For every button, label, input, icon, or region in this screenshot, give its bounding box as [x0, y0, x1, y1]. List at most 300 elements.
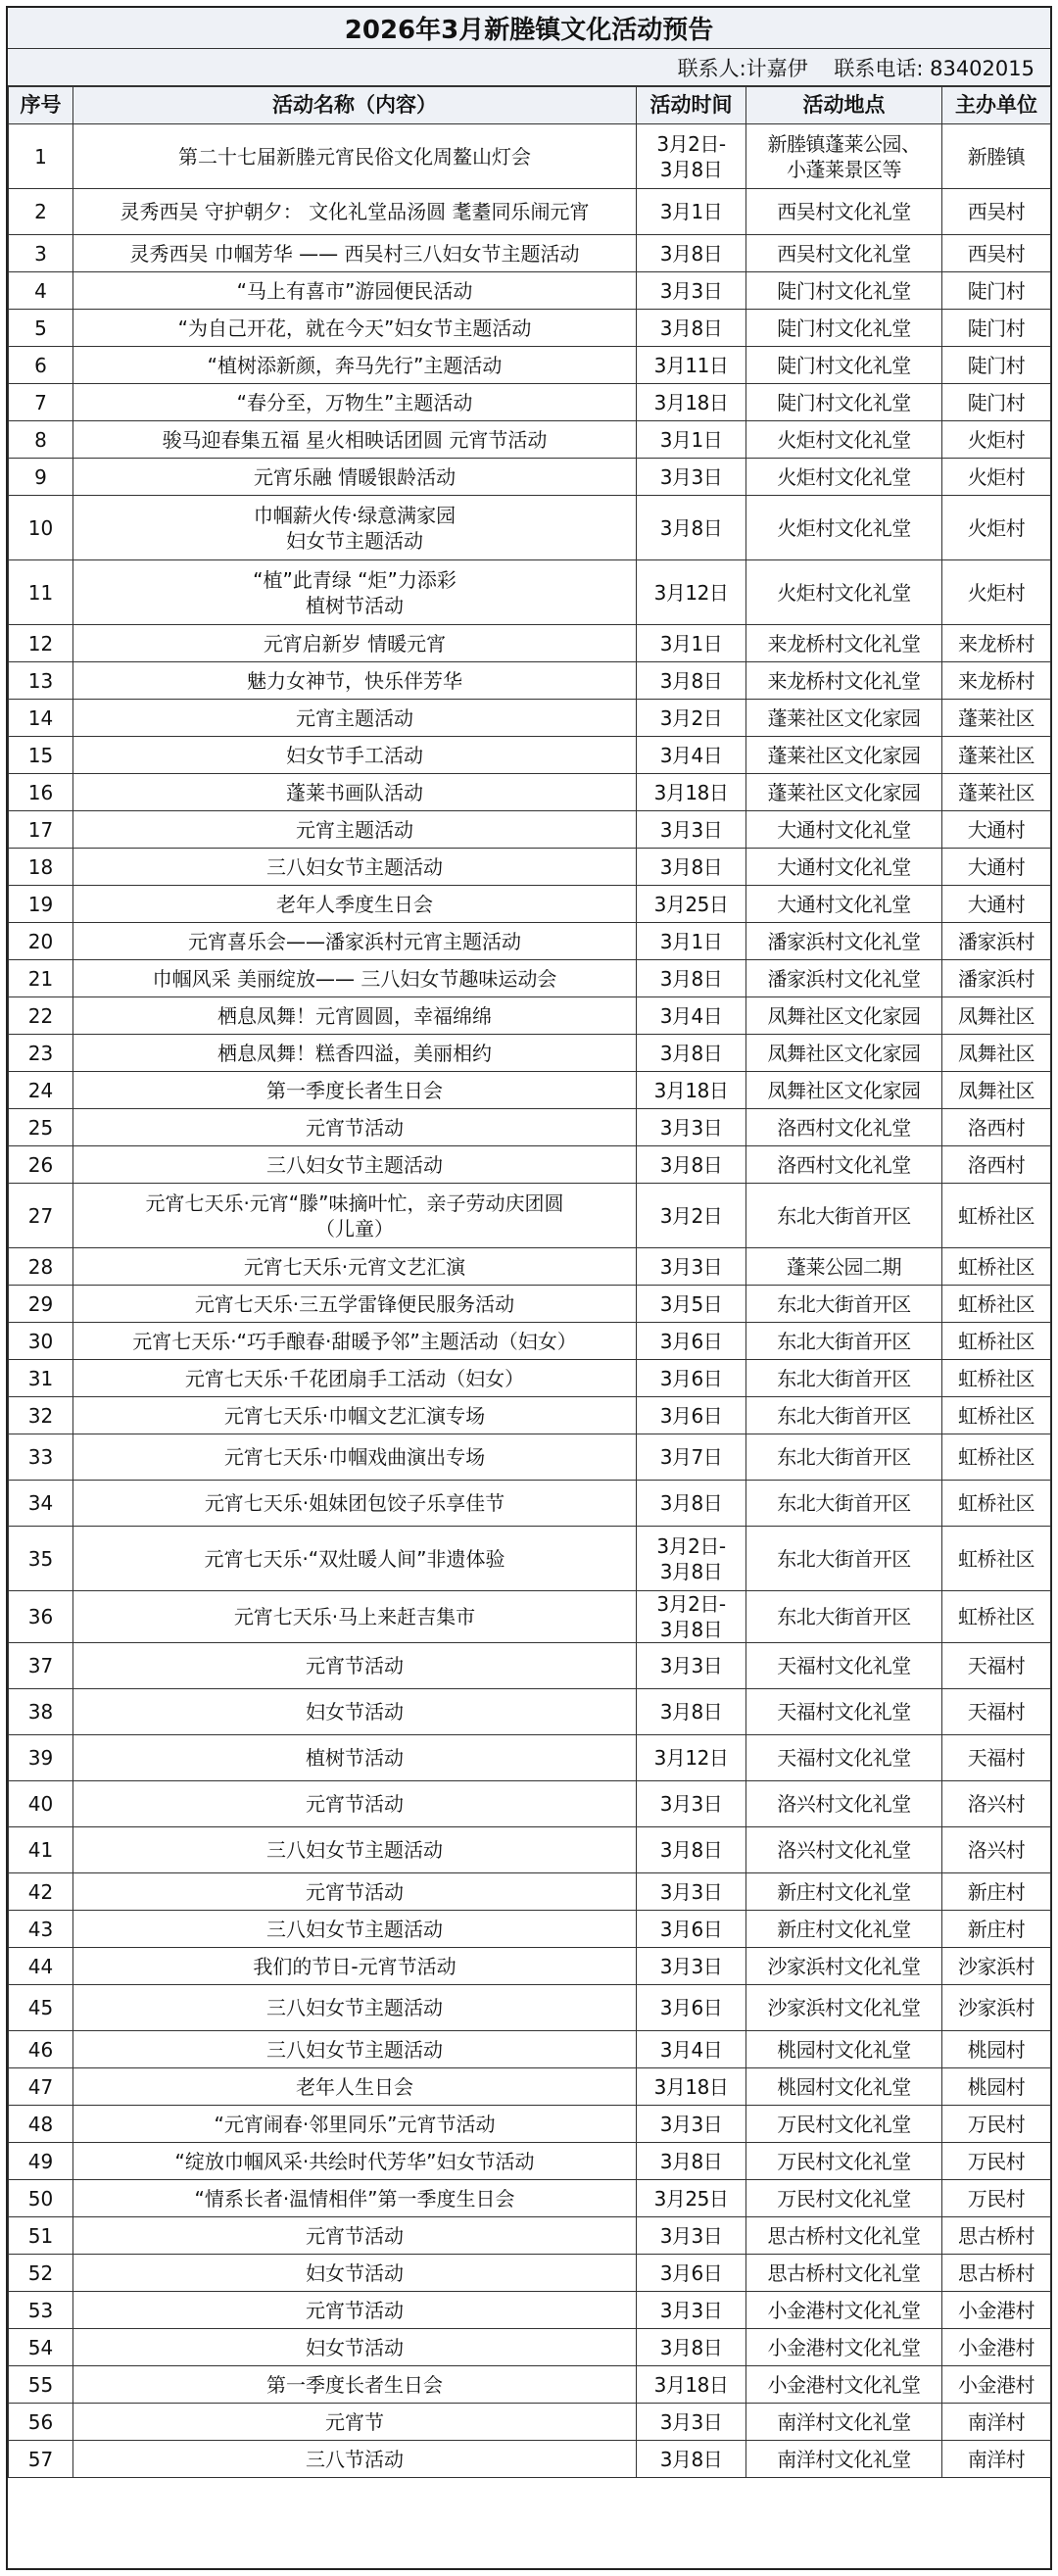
cell-activity-time: 3月6日 — [637, 1985, 746, 2031]
cell-index: 47 — [9, 2068, 73, 2106]
cell-activity-name: 第一季度长者生日会 — [73, 1072, 637, 1109]
table-row — [9, 1434, 1051, 1481]
cell-organizer: 洛兴村 — [942, 1781, 1051, 1827]
cell-activity-time: 3月4日 — [637, 997, 746, 1035]
table-row — [9, 1109, 1051, 1146]
cell-activity-time: 3月3日 — [637, 1781, 746, 1827]
cell-activity-name: 三八节活动 — [73, 2441, 637, 2478]
cell-organizer: 万民村 — [942, 2143, 1051, 2180]
cell-index: 39 — [9, 1735, 73, 1781]
cell-activity-location: 陡门村文化礼堂 — [746, 384, 942, 421]
cell-index: 36 — [9, 1591, 73, 1643]
cell-organizer: 天福村 — [942, 1689, 1051, 1735]
table-row — [9, 124, 1051, 189]
cell-activity-time: 3月3日 — [637, 2404, 746, 2441]
cell-activity-name: 元宵喜乐会——潘家浜村元宵主题活动 — [73, 923, 637, 960]
table-row — [9, 2143, 1051, 2180]
cell-activity-time: 3月3日 — [637, 2217, 746, 2255]
cell-activity-name: 元宵七天乐·元宵文艺汇演 — [73, 1248, 637, 1286]
cell-index: 56 — [9, 2404, 73, 2441]
cell-activity-name: 老年人季度生日会 — [73, 886, 637, 923]
cell-activity-location: 火炬村文化礼堂 — [746, 421, 942, 459]
cell-index: 45 — [9, 1985, 73, 2031]
cell-activity-name: 元宵乐融 情暖银龄活动 — [73, 459, 637, 496]
table-row — [9, 2292, 1051, 2329]
header-activity-location: 活动地点 — [746, 87, 942, 124]
cell-activity-time: 3月7日 — [637, 1434, 746, 1481]
cell-activity-location: 凤舞社区文化家园 — [746, 1035, 942, 1072]
cell-activity-name: 妇女节活动 — [73, 1689, 637, 1735]
table-body — [9, 124, 1051, 2478]
cell-activity-name: 元宵节活动 — [73, 2292, 637, 2329]
cell-activity-name: 元宵节 — [73, 2404, 637, 2441]
cell-activity-location: 洛兴村文化礼堂 — [746, 1827, 942, 1873]
table-row — [9, 811, 1051, 849]
cell-activity-time: 3月3日 — [637, 272, 746, 310]
cell-activity-name: 元宵节活动 — [73, 1781, 637, 1827]
table-row — [9, 960, 1051, 997]
table-header-row — [9, 87, 1051, 124]
cell-activity-location: 桃园村文化礼堂 — [746, 2068, 942, 2106]
cell-index: 49 — [9, 2143, 73, 2180]
cell-index: 30 — [9, 1323, 73, 1360]
cell-index: 41 — [9, 1827, 73, 1873]
cell-activity-time: 3月6日 — [637, 1323, 746, 1360]
cell-activity-name: 元宵七天乐·巾帼戏曲演出专场 — [73, 1434, 637, 1481]
cell-activity-name: “植树添新颜，奔马先行”主题活动 — [73, 347, 637, 384]
cell-organizer: 天福村 — [942, 1735, 1051, 1781]
cell-index: 2 — [9, 189, 73, 235]
cell-index: 10 — [9, 496, 73, 560]
cell-activity-location: 东北大街首开区 — [746, 1286, 942, 1323]
cell-organizer: 来龙桥村 — [942, 625, 1051, 662]
cell-index: 43 — [9, 1911, 73, 1948]
cell-activity-location: 蓬莱社区文化家园 — [746, 737, 942, 774]
cell-organizer: 万民村 — [942, 2106, 1051, 2143]
cell-activity-location: 来龙桥村文化礼堂 — [746, 625, 942, 662]
cell-index: 24 — [9, 1072, 73, 1109]
cell-activity-location: 新庄村文化礼堂 — [746, 1873, 942, 1911]
cell-activity-name: 三八妇女节主题活动 — [73, 2031, 637, 2068]
cell-index: 15 — [9, 737, 73, 774]
cell-activity-time: 3月18日 — [637, 384, 746, 421]
table-row — [9, 2217, 1051, 2255]
cell-activity-location: 小金港村文化礼堂 — [746, 2292, 942, 2329]
table-row — [9, 1248, 1051, 1286]
cell-activity-location: 西吴村文化礼堂 — [746, 235, 942, 272]
cell-activity-name: 巾帼薪火传·绿意满家园 妇女节主题活动 — [73, 496, 637, 560]
cell-index: 28 — [9, 1248, 73, 1286]
cell-activity-location: 大通村文化礼堂 — [746, 886, 942, 923]
activity-schedule-document — [6, 6, 1052, 2570]
cell-activity-time: 3月3日 — [637, 1948, 746, 1985]
table-row — [9, 2031, 1051, 2068]
cell-activity-name: 元宵主题活动 — [73, 700, 637, 737]
cell-activity-time: 3月2日 — [637, 700, 746, 737]
table-row — [9, 2441, 1051, 2478]
cell-activity-location: 西吴村文化礼堂 — [746, 189, 942, 235]
cell-activity-time: 3月3日 — [637, 1643, 746, 1689]
table-row — [9, 1323, 1051, 1360]
contact-info: 联系人:计嘉伊 联系电话: 83402015 — [8, 49, 1050, 86]
cell-organizer: 虹桥社区 — [942, 1248, 1051, 1286]
cell-activity-location: 南洋村文化礼堂 — [746, 2404, 942, 2441]
cell-index: 21 — [9, 960, 73, 997]
cell-activity-name: 妇女节活动 — [73, 2255, 637, 2292]
cell-activity-location: 新塍镇蓬莱公园、 小蓬莱景区等 — [746, 124, 942, 189]
cell-organizer: 虹桥社区 — [942, 1397, 1051, 1434]
cell-organizer: 潘家浜村 — [942, 960, 1051, 997]
cell-index: 50 — [9, 2180, 73, 2217]
cell-activity-location: 小金港村文化礼堂 — [746, 2329, 942, 2366]
cell-activity-time: 3月3日 — [637, 2292, 746, 2329]
cell-activity-name: 元宵节活动 — [73, 2217, 637, 2255]
cell-activity-name: 元宵节活动 — [73, 1643, 637, 1689]
cell-organizer: 大通村 — [942, 811, 1051, 849]
cell-activity-location: 火炬村文化礼堂 — [746, 459, 942, 496]
cell-activity-name: 元宵主题活动 — [73, 811, 637, 849]
cell-organizer: 洛西村 — [942, 1146, 1051, 1184]
cell-activity-time: 3月8日 — [637, 2143, 746, 2180]
cell-activity-time: 3月12日 — [637, 1735, 746, 1781]
cell-activity-time: 3月3日 — [637, 459, 746, 496]
cell-activity-time: 3月8日 — [637, 1689, 746, 1735]
cell-index: 16 — [9, 774, 73, 811]
cell-activity-location: 桃园村文化礼堂 — [746, 2031, 942, 2068]
table-row — [9, 997, 1051, 1035]
cell-activity-location: 东北大街首开区 — [746, 1434, 942, 1481]
cell-organizer: 小金港村 — [942, 2329, 1051, 2366]
cell-activity-time: 3月8日 — [637, 2441, 746, 2478]
cell-activity-time: 3月6日 — [637, 1360, 746, 1397]
header-activity-time: 活动时间 — [637, 87, 746, 124]
cell-activity-time: 3月8日 — [637, 310, 746, 347]
cell-activity-location: 天福村文化礼堂 — [746, 1643, 942, 1689]
table-row — [9, 1873, 1051, 1911]
cell-activity-time: 3月8日 — [637, 2329, 746, 2366]
cell-activity-location: 陡门村文化礼堂 — [746, 310, 942, 347]
cell-organizer: 小金港村 — [942, 2292, 1051, 2329]
cell-activity-location: 东北大街首开区 — [746, 1591, 942, 1643]
cell-activity-time: 3月8日 — [637, 1827, 746, 1873]
cell-organizer: 新庄村 — [942, 1873, 1051, 1911]
cell-organizer: 思古桥村 — [942, 2217, 1051, 2255]
cell-index: 11 — [9, 560, 73, 625]
cell-activity-name: 第二十七届新塍元宵民俗文化周鳌山灯会 — [73, 124, 637, 189]
cell-index: 14 — [9, 700, 73, 737]
cell-organizer: 桃园村 — [942, 2031, 1051, 2068]
cell-organizer: 新庄村 — [942, 1911, 1051, 1948]
table-row — [9, 923, 1051, 960]
table-row — [9, 272, 1051, 310]
cell-organizer: 蓬莱社区 — [942, 737, 1051, 774]
cell-activity-time: 3月4日 — [637, 737, 746, 774]
cell-activity-location: 新庄村文化礼堂 — [746, 1911, 942, 1948]
cell-index: 18 — [9, 849, 73, 886]
cell-organizer: 蓬莱社区 — [942, 700, 1051, 737]
cell-index: 29 — [9, 1286, 73, 1323]
table-row — [9, 496, 1051, 560]
cell-index: 7 — [9, 384, 73, 421]
cell-organizer: 虹桥社区 — [942, 1527, 1051, 1591]
cell-activity-time: 3月18日 — [637, 2366, 746, 2404]
table-row — [9, 459, 1051, 496]
cell-organizer: 陡门村 — [942, 272, 1051, 310]
cell-activity-name: 元宵七天乐·巾帼文艺汇演专场 — [73, 1397, 637, 1434]
cell-activity-name: “马上有喜市”游园便民活动 — [73, 272, 637, 310]
cell-organizer: 洛兴村 — [942, 1827, 1051, 1873]
cell-organizer: 虹桥社区 — [942, 1360, 1051, 1397]
cell-activity-name: 妇女节活动 — [73, 2329, 637, 2366]
table-row — [9, 2366, 1051, 2404]
cell-activity-name: 元宵七天乐·元宵“滕”味摘叶忙，亲子劳动庆团圆 （儿童） — [73, 1184, 637, 1248]
cell-organizer: 大通村 — [942, 886, 1051, 923]
cell-activity-location: 东北大街首开区 — [746, 1527, 942, 1591]
cell-activity-name: 三八妇女节主题活动 — [73, 1827, 637, 1873]
cell-activity-name: 元宵七天乐·马上来赶吉集市 — [73, 1591, 637, 1643]
cell-index: 57 — [9, 2441, 73, 2478]
cell-activity-name: 灵秀西吴 巾帼芳华 —— 西吴村三八妇女节主题活动 — [73, 235, 637, 272]
cell-organizer: 凤舞社区 — [942, 1072, 1051, 1109]
cell-organizer: 南洋村 — [942, 2441, 1051, 2478]
cell-activity-name: 元宵七天乐·“巧手酿春·甜暖予邻”主题活动（妇女） — [73, 1323, 637, 1360]
cell-activity-location: 东北大街首开区 — [746, 1184, 942, 1248]
cell-activity-name: 蓬莱书画队活动 — [73, 774, 637, 811]
cell-index: 33 — [9, 1434, 73, 1481]
header-activity-name: 活动名称（内容） — [73, 87, 637, 124]
cell-activity-location: 陡门村文化礼堂 — [746, 347, 942, 384]
cell-organizer: 洛西村 — [942, 1109, 1051, 1146]
cell-activity-time: 3月3日 — [637, 811, 746, 849]
cell-activity-location: 蓬莱社区文化家园 — [746, 700, 942, 737]
cell-organizer: 陡门村 — [942, 310, 1051, 347]
cell-index: 46 — [9, 2031, 73, 2068]
cell-organizer: 虹桥社区 — [942, 1323, 1051, 1360]
cell-index: 37 — [9, 1643, 73, 1689]
cell-index: 20 — [9, 923, 73, 960]
cell-activity-location: 万民村文化礼堂 — [746, 2180, 942, 2217]
cell-index: 31 — [9, 1360, 73, 1397]
cell-index: 53 — [9, 2292, 73, 2329]
cell-activity-location: 天福村文化礼堂 — [746, 1735, 942, 1781]
cell-organizer: 虹桥社区 — [942, 1591, 1051, 1643]
table-row — [9, 1397, 1051, 1434]
table-row — [9, 1184, 1051, 1248]
cell-organizer: 火炬村 — [942, 560, 1051, 625]
cell-organizer: 西吴村 — [942, 235, 1051, 272]
cell-activity-time: 3月1日 — [637, 923, 746, 960]
table-row — [9, 421, 1051, 459]
cell-index: 27 — [9, 1184, 73, 1248]
cell-activity-location: 凤舞社区文化家园 — [746, 997, 942, 1035]
cell-index: 19 — [9, 886, 73, 923]
cell-organizer: 沙家浜村 — [942, 1985, 1051, 2031]
table-row — [9, 1360, 1051, 1397]
cell-organizer: 凤舞社区 — [942, 997, 1051, 1035]
cell-index: 26 — [9, 1146, 73, 1184]
cell-index: 48 — [9, 2106, 73, 2143]
table-row — [9, 700, 1051, 737]
cell-activity-location: 潘家浜村文化礼堂 — [746, 960, 942, 997]
cell-activity-location: 大通村文化礼堂 — [746, 811, 942, 849]
cell-activity-name: 栖息凤舞！糕香四溢，美丽相约 — [73, 1035, 637, 1072]
cell-activity-location: 火炬村文化礼堂 — [746, 560, 942, 625]
cell-activity-location: 洛西村文化礼堂 — [746, 1109, 942, 1146]
table-row — [9, 1985, 1051, 2031]
cell-organizer: 火炬村 — [942, 496, 1051, 560]
cell-activity-location: 思古桥村文化礼堂 — [746, 2255, 942, 2292]
cell-organizer: 天福村 — [942, 1643, 1051, 1689]
cell-activity-time: 3月2日- 3月8日 — [637, 1527, 746, 1591]
cell-index: 13 — [9, 662, 73, 700]
table-row — [9, 310, 1051, 347]
header-organizer: 主办单位 — [942, 87, 1051, 124]
cell-index: 25 — [9, 1109, 73, 1146]
table-row — [9, 625, 1051, 662]
table-row — [9, 384, 1051, 421]
cell-activity-location: 来龙桥村文化礼堂 — [746, 662, 942, 700]
activity-table — [8, 86, 1051, 2478]
cell-activity-name: 元宵节活动 — [73, 1109, 637, 1146]
cell-index: 9 — [9, 459, 73, 496]
table-row — [9, 1072, 1051, 1109]
cell-activity-time: 3月6日 — [637, 1397, 746, 1434]
table-row — [9, 1781, 1051, 1827]
document-title: 2026年3月新塍镇文化活动预告 — [8, 8, 1050, 49]
cell-activity-name: 栖息凤舞！元宵圆圆，幸福绵绵 — [73, 997, 637, 1035]
table-row — [9, 2255, 1051, 2292]
cell-activity-time: 3月2日 — [637, 1184, 746, 1248]
cell-index: 34 — [9, 1481, 73, 1527]
cell-index: 17 — [9, 811, 73, 849]
cell-organizer: 蓬莱社区 — [942, 774, 1051, 811]
table-row — [9, 1591, 1051, 1643]
table-row — [9, 1735, 1051, 1781]
cell-index: 55 — [9, 2366, 73, 2404]
cell-activity-location: 洛西村文化礼堂 — [746, 1146, 942, 1184]
cell-organizer: 西吴村 — [942, 189, 1051, 235]
cell-activity-location: 凤舞社区文化家园 — [746, 1072, 942, 1109]
cell-activity-location: 沙家浜村文化礼堂 — [746, 1948, 942, 1985]
cell-organizer: 来龙桥村 — [942, 662, 1051, 700]
table-row — [9, 1827, 1051, 1873]
cell-activity-location: 万民村文化礼堂 — [746, 2106, 942, 2143]
cell-activity-time: 3月8日 — [637, 960, 746, 997]
cell-activity-time: 3月3日 — [637, 1109, 746, 1146]
cell-activity-time: 3月25日 — [637, 886, 746, 923]
cell-index: 35 — [9, 1527, 73, 1591]
cell-activity-name: 元宵七天乐·“双灶暖人间”非遗体验 — [73, 1527, 637, 1591]
cell-activity-time: 3月6日 — [637, 1911, 746, 1948]
table-row — [9, 849, 1051, 886]
cell-activity-name: “元宵闹春·邻里同乐”元宵节活动 — [73, 2106, 637, 2143]
cell-activity-location: 思古桥村文化礼堂 — [746, 2217, 942, 2255]
cell-activity-name: “植”此青绿 “炬”力添彩 植树节活动 — [73, 560, 637, 625]
cell-activity-name: 巾帼风采 美丽绽放—— 三八妇女节趣味运动会 — [73, 960, 637, 997]
cell-activity-name: 元宵七天乐·三五学雷锋便民服务活动 — [73, 1286, 637, 1323]
cell-organizer: 陡门村 — [942, 384, 1051, 421]
table-row — [9, 1911, 1051, 1948]
cell-activity-location: 南洋村文化礼堂 — [746, 2441, 942, 2478]
cell-activity-name: “情系长者·温情相伴”第一季度生日会 — [73, 2180, 637, 2217]
cell-index: 32 — [9, 1397, 73, 1434]
cell-index: 4 — [9, 272, 73, 310]
cell-organizer: 虹桥社区 — [942, 1286, 1051, 1323]
cell-organizer: 潘家浜村 — [942, 923, 1051, 960]
cell-organizer: 南洋村 — [942, 2404, 1051, 2441]
table-row — [9, 1146, 1051, 1184]
table-row — [9, 347, 1051, 384]
cell-index: 12 — [9, 625, 73, 662]
cell-activity-time: 3月8日 — [637, 235, 746, 272]
header-index: 序号 — [9, 87, 73, 124]
cell-organizer: 虹桥社区 — [942, 1481, 1051, 1527]
cell-activity-name: 元宵节活动 — [73, 1873, 637, 1911]
cell-activity-time: 3月4日 — [637, 2031, 746, 2068]
cell-index: 54 — [9, 2329, 73, 2366]
cell-activity-location: 蓬莱公园二期 — [746, 1248, 942, 1286]
cell-activity-time: 3月1日 — [637, 189, 746, 235]
cell-activity-name: “为自己开花，就在今天”妇女节主题活动 — [73, 310, 637, 347]
cell-organizer: 陡门村 — [942, 347, 1051, 384]
cell-activity-name: 老年人生日会 — [73, 2068, 637, 2106]
cell-activity-location: 大通村文化礼堂 — [746, 849, 942, 886]
cell-activity-time: 3月3日 — [637, 1248, 746, 1286]
cell-activity-name: 三八妇女节主题活动 — [73, 1911, 637, 1948]
cell-organizer: 思古桥村 — [942, 2255, 1051, 2292]
cell-activity-name: “绽放巾帼风采·共绘时代芳华”妇女节活动 — [73, 2143, 637, 2180]
cell-activity-time: 3月1日 — [637, 625, 746, 662]
cell-activity-location: 小金港村文化礼堂 — [746, 2366, 942, 2404]
cell-activity-time: 3月8日 — [637, 1035, 746, 1072]
cell-index: 52 — [9, 2255, 73, 2292]
cell-activity-time: 3月3日 — [637, 1873, 746, 1911]
cell-activity-time: 3月6日 — [637, 2255, 746, 2292]
cell-organizer: 沙家浜村 — [942, 1948, 1051, 1985]
cell-activity-time: 3月8日 — [637, 849, 746, 886]
cell-organizer: 火炬村 — [942, 421, 1051, 459]
table-row — [9, 1481, 1051, 1527]
cell-index: 23 — [9, 1035, 73, 1072]
cell-activity-location: 潘家浜村文化礼堂 — [746, 923, 942, 960]
cell-activity-time: 3月25日 — [637, 2180, 746, 2217]
cell-organizer: 小金港村 — [942, 2366, 1051, 2404]
table-row — [9, 2068, 1051, 2106]
cell-activity-time: 3月11日 — [637, 347, 746, 384]
cell-organizer: 新塍镇 — [942, 124, 1051, 189]
cell-activity-location: 沙家浜村文化礼堂 — [746, 1985, 942, 2031]
table-row — [9, 662, 1051, 700]
table-row — [9, 2329, 1051, 2366]
cell-index: 6 — [9, 347, 73, 384]
table-row — [9, 560, 1051, 625]
cell-organizer: 火炬村 — [942, 459, 1051, 496]
cell-index: 42 — [9, 1873, 73, 1911]
table-row — [9, 1286, 1051, 1323]
cell-activity-time: 3月2日- 3月8日 — [637, 1591, 746, 1643]
cell-activity-location: 洛兴村文化礼堂 — [746, 1781, 942, 1827]
cell-activity-name: 元宵七天乐·千花团扇手工活动（妇女） — [73, 1360, 637, 1397]
cell-activity-time: 3月18日 — [637, 1072, 746, 1109]
cell-organizer: 大通村 — [942, 849, 1051, 886]
cell-activity-time: 3月12日 — [637, 560, 746, 625]
cell-activity-time: 3月18日 — [637, 774, 746, 811]
table-row — [9, 1527, 1051, 1591]
cell-activity-location: 陡门村文化礼堂 — [746, 272, 942, 310]
cell-index: 38 — [9, 1689, 73, 1735]
cell-activity-time: 3月8日 — [637, 496, 746, 560]
cell-activity-time: 3月8日 — [637, 1146, 746, 1184]
